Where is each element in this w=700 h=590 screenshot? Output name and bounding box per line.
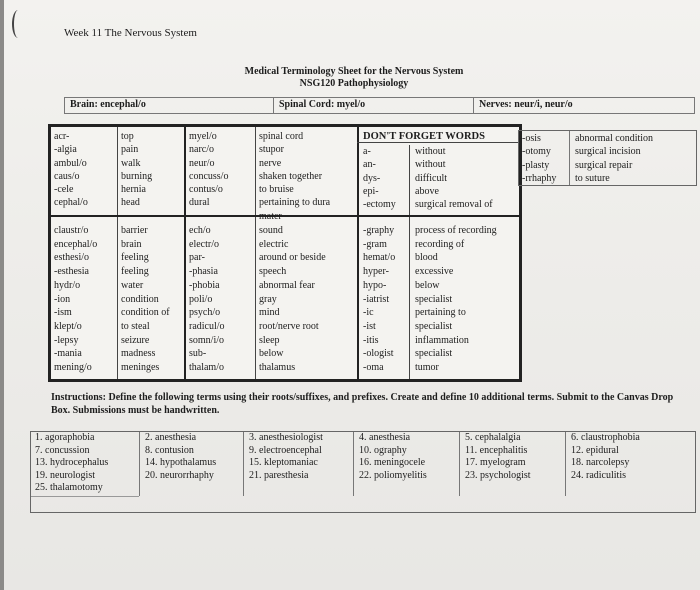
bottom-col2-terms: ech/o electr/o par- -phasia -phobia poli/o psych/o radicul/o somn/i/o sub- thalam/o xyxy=(189,225,225,374)
terms-col-4: 4. anesthesia 10. ography 16. meningocele 22. poliomyelitis xyxy=(359,432,427,481)
week-heading: Week 11 The Nervous System xyxy=(64,27,197,39)
suffix-meanings: abnormal condition surgical incision surgical repair to suture xyxy=(575,133,654,184)
spinal-cord-root: Spinal Cord: myel/o xyxy=(279,99,366,110)
top-col1-terms: acr- -algia ambul/o caus/o -cele cephal/o xyxy=(54,131,88,209)
terms-col-2: 2. anesthesia 8. contusion 14. hypothalamus 20. neurorrhaphy xyxy=(145,432,217,481)
bottom-col3-terms: -graphy -gram hemat/o hyper- hypo- -iatrist -ic -ist -itis -ologist -oma xyxy=(363,225,396,374)
terms-col-3: 3. anesthesiologist 9. electroencephal 15. kleptomaniac 21. paresthesia xyxy=(249,432,323,481)
suffix-terms: -osis -otomy -plasty -rrhaphy xyxy=(522,133,557,184)
suffix-table xyxy=(518,130,697,186)
top-col3-meanings: without without difficult above surgical removal of xyxy=(415,146,493,211)
top-col2-terms: myel/o narc/o neur/o concuss/o contus/o dural xyxy=(189,131,229,209)
paper-edge-mark xyxy=(12,10,24,38)
top-col3-terms: a- an- dys- epi- -ectomy xyxy=(363,146,396,211)
terms-col-1: 1. agoraphobia 7. concussion 13. hydrocephalus 19. neurologist 25. thalamotomy xyxy=(35,432,109,494)
sheet-title: Medical Terminology Sheet for the Nervous System xyxy=(244,66,464,77)
root-bar xyxy=(64,97,695,114)
terms-col-5: 5. cephalalgia 11. encephalitis 17. myelogram 23. psychologist xyxy=(465,432,531,481)
instructions-text: Instructions: Define the following terms using their roots/suffixes, and prefixes. Create and define 10 additional terms. Submit to the Canvas Drop Box. Submissions must be handwritten. xyxy=(51,392,674,416)
bottom-col1-meanings: barrier brain feeling feeling water condition condition of to steal seizure madness meninges xyxy=(121,225,170,374)
course-title: NSG120 Pathophysiology xyxy=(299,78,409,89)
top-col1-meanings: top pain walk burning hernia head xyxy=(121,131,153,209)
bottom-col3-meanings: process of recording recording of blood excessive below specialist pertaining to specialist inflammation specialist tumor xyxy=(415,225,497,374)
dont-forget-heading: DON'T FORGET WORDS xyxy=(363,131,485,142)
nerves-root: Nerves: neur/i, neur/o xyxy=(479,99,573,110)
worksheet-page xyxy=(4,0,700,590)
bottom-col2-meanings: sound electric around or beside speech abnormal fear gray mind root/nerve root sleep below thalamus xyxy=(259,225,326,374)
bottom-col1-terms: claustr/o encephal/o esthesi/o -esthesia hydr/o -ion -ism klept/o -lepsy -mania mening/o xyxy=(54,225,98,374)
terms-col-6: 6. claustrophobia 12. epidural 18. narcolepsy 24. radiculitis xyxy=(571,432,640,481)
terms-list-table xyxy=(30,431,696,513)
terminology-table xyxy=(48,124,522,382)
top-col2-meanings: spinal cord stupor nerve shaken together to bruise pertaining to dura mater xyxy=(259,131,331,222)
brain-root: Brain: encephal/o xyxy=(70,99,146,110)
